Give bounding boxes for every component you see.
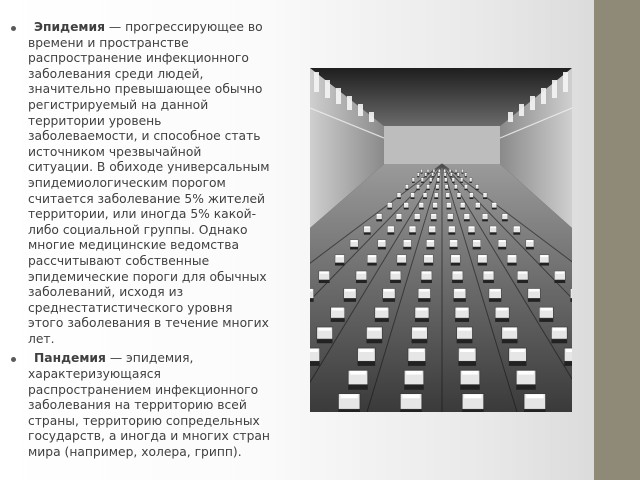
decorative-side-bar xyxy=(594,0,640,480)
bullet-dot-icon xyxy=(11,26,16,31)
definition-epidemic: — прогрессирующее во времени и пространстве распространение инфекционного заболевания среди людей, значительно превышающее обычно регистрируемый на данной территории уровень заболеваемости, и способное стать источником чрезвычайной ситуации. В обиходе универсальным эпидемиологическим порогом считается заболевание 5% жителей территории, или иногда 5% какой-либо социальной группы. Однако многие медицинские ведомства рассчитывают собственные эпидемические пороги для обычных заболеваний, исходя из среднестатистического уровня этого заболевания в течение многих лет. xyxy=(28,20,270,346)
term-pandemic: Пандемия xyxy=(34,351,106,366)
bullet-epidemic xyxy=(8,20,270,347)
bullet-dot-icon xyxy=(11,357,16,362)
definition-pandemic: — эпидемия, характеризующаяся распространением инфекционного заболевания на территорию всей страны, территорию сопредельных государств, а иногда и многих стран мира (например, холера, грипп). xyxy=(28,351,270,460)
bullet-pandemic xyxy=(8,351,270,460)
text-column xyxy=(8,20,270,465)
term-epidemic: Эпидемия xyxy=(34,20,105,34)
hospital-ward-photo xyxy=(310,68,572,412)
